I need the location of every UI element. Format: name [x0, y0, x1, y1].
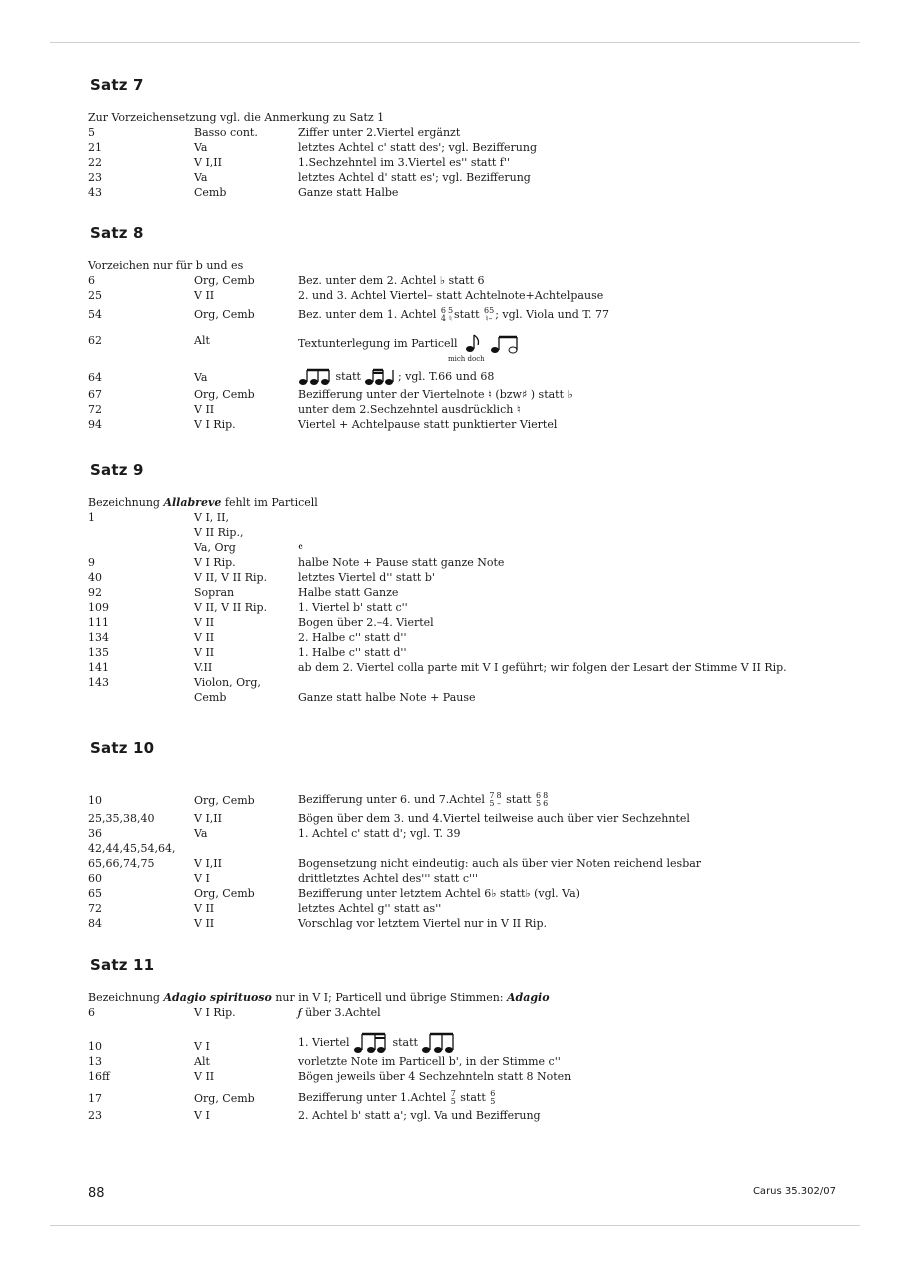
remark: 1. Halbe c'' statt d'': [298, 646, 407, 659]
music-notes-icon: [298, 368, 332, 386]
bar-number: 111: [88, 616, 109, 629]
note-text: fehlt im Particell: [224, 496, 318, 509]
figured-bass-figure: 7 5: [450, 1089, 456, 1106]
catalog-number: Carus 35.302/07: [752, 1186, 836, 1197]
remark: [298, 1090, 808, 1106]
bar-number: 60: [88, 872, 102, 885]
remark-text: Textunterlegung im Particell: [298, 337, 458, 350]
voice: V II, V II Rip.: [194, 571, 268, 584]
section-satz-8: [88, 224, 808, 432]
remark: 𝄴: [298, 541, 303, 554]
remark: Bogensetzung nicht eindeutig: auch als über vier Noten reichend lesbar: [298, 857, 702, 870]
table-row: [88, 1054, 808, 1069]
tempo-marking: Allabreve: [163, 496, 222, 509]
remark: Bögen jeweils über 4 Sechzehnteln statt 8 Noten: [298, 1070, 572, 1083]
table-row: [88, 1005, 808, 1020]
voice: V I Rip.: [194, 418, 236, 431]
remark: Viertel + Achtelpause statt punktierter Viertel: [298, 418, 558, 431]
remark-text: ; vgl. Viola und T. 77: [495, 308, 610, 321]
bar-number: 134: [88, 631, 109, 644]
remark: Bez. unter dem 2. Achtel ♭ statt 6: [298, 274, 485, 287]
remark: letztes Achtel c' statt des'; vgl. Bezifferung: [298, 141, 537, 154]
voice: Org, Cemb: [194, 308, 255, 321]
table-row: [88, 675, 808, 690]
voice: V II Rip.,: [194, 526, 244, 539]
table-row: [88, 125, 808, 140]
bar-number: 92: [88, 586, 102, 599]
bar-number: 143: [88, 676, 109, 689]
bar-number: 5: [88, 126, 95, 139]
table-row: [88, 510, 808, 525]
remark: halbe Note + Pause statt ganze Note: [298, 556, 505, 569]
voice: Cemb: [194, 186, 227, 199]
table-row: [88, 585, 808, 600]
remark: Halbe statt Ganze: [298, 586, 399, 599]
tempo-marking: Adagio spirituoso: [163, 991, 272, 1004]
remark-text: ; vgl. T.66 und 68: [397, 370, 495, 383]
bar-number: 10: [88, 1040, 102, 1053]
voice: V I, II,: [194, 511, 229, 524]
section-heading: Satz 7: [90, 76, 144, 94]
bar-number: 25: [88, 289, 102, 302]
bar-number: 10: [88, 793, 102, 807]
note-text: Bezeichnung: [88, 991, 160, 1004]
voice: V II: [194, 917, 215, 930]
figured-bass-figure: 7 5: [489, 791, 495, 808]
table-row: [88, 555, 808, 570]
bottom-rule: [50, 1225, 860, 1226]
table-row: [88, 1069, 808, 1084]
table-row: [88, 789, 808, 811]
table-row: [88, 841, 808, 856]
page-number: 88: [88, 1186, 105, 1201]
voice: [194, 841, 298, 856]
bar-number: 36: [88, 827, 102, 840]
remark: [298, 333, 808, 365]
remark: [298, 675, 808, 690]
bar-number: [88, 540, 194, 555]
table-row: [88, 1028, 808, 1054]
bar-number: 9: [88, 556, 95, 569]
remark: [298, 510, 808, 525]
figured-bass-figure: 6 5: [490, 1089, 496, 1106]
section-satz-11: [88, 956, 808, 1123]
voice: V I Rip.: [194, 1006, 236, 1019]
table-row: [88, 402, 808, 417]
remark: drittletztes Achtel des''' statt c''': [298, 872, 479, 885]
voice: V.II: [194, 661, 213, 674]
remark: ab dem 2. Viertel colla parte mit V I geführt; wir folgen der Lesart der Stimme V II Rip.: [298, 661, 787, 674]
voice: Violon, Org,: [194, 676, 261, 689]
remark: 2. und 3. Achtel Viertel– statt Achtelnote+Achtelpause: [298, 289, 604, 302]
bar-number: 64: [88, 370, 102, 384]
table-row: [88, 660, 808, 675]
bar-number: 13: [88, 1055, 102, 1068]
bar-number: 84: [88, 917, 102, 930]
remark: Bögen über dem 3. und 4.Viertel teilweise auch über vier Sechzehntel: [298, 812, 690, 825]
table-row: [88, 1088, 808, 1108]
table-row: [88, 901, 808, 916]
section-heading: Satz 11: [90, 956, 155, 974]
bar-number: 40: [88, 571, 102, 584]
bar-number: 6: [88, 1006, 95, 1019]
voice: Va: [194, 141, 208, 154]
table-row: [88, 185, 808, 200]
figured-bass-figure: 6 5: [536, 791, 542, 808]
table-row: [88, 525, 808, 540]
section-satz-9: [88, 461, 808, 705]
voice: Org, Cemb: [194, 1091, 255, 1105]
remark: letztes Achtel g'' statt as'': [298, 902, 442, 915]
table-row: [88, 367, 808, 387]
bar-number: 62: [88, 334, 102, 347]
voice: Org, Cemb: [194, 274, 255, 287]
remark: letztes Achtel d' statt es'; vgl. Bezifferung: [298, 171, 531, 184]
note-text: Bezeichnung: [88, 496, 160, 509]
remark: Bezifferung unter der Viertelnote ♮ (bzw♯ ) statt ♭: [298, 388, 573, 401]
music-notes-icon: [421, 1032, 457, 1054]
voice: V II: [194, 289, 215, 302]
table-row: [88, 615, 808, 630]
remark: 2. Halbe c'' statt d'': [298, 631, 407, 644]
remark-text: Bezifferung unter 1.Achtel: [298, 1091, 447, 1104]
bar-number: 109: [88, 601, 109, 614]
bar-number: 23: [88, 1109, 102, 1122]
section-heading: Satz 8: [90, 224, 144, 242]
figured-bass-figure: 8 –: [496, 791, 502, 808]
voice: Va, Org: [194, 541, 236, 554]
table-row: [88, 155, 808, 170]
section-note: [88, 990, 808, 1005]
table-row: [88, 417, 808, 432]
remark: [298, 792, 808, 808]
bar-number: 42,44,45,54,64,: [88, 842, 176, 855]
voice: Va: [194, 171, 208, 184]
remark: 1.Sechzehntel im 3.Viertel es'' statt f'': [298, 156, 510, 169]
section-note: [88, 495, 808, 510]
remark: Bogen über 2.–4. Viertel: [298, 616, 434, 629]
remark-text: statt: [460, 1091, 486, 1104]
section-note: Vorzeichen nur für b und es: [88, 259, 244, 272]
table-row: [88, 288, 808, 303]
bar-number: [88, 525, 194, 540]
remark: [298, 525, 808, 540]
voice: V II: [194, 631, 215, 644]
remark-text: Bezifferung unter 6. und 7.Achtel: [298, 793, 485, 806]
voice: V I: [194, 1040, 210, 1053]
voice: Org, Cemb: [194, 793, 255, 807]
bar-number: 23: [88, 171, 102, 184]
bar-number: 1: [88, 511, 95, 524]
remark: 𝆑 über 3.Achtel: [298, 1006, 381, 1019]
voice: Alt: [194, 1055, 210, 1068]
remark: Vorschlag vor letztem Viertel nur in V II Rip.: [298, 917, 547, 930]
voice: V II: [194, 1070, 215, 1083]
voice: Sopran: [194, 586, 235, 599]
bar-number: 21: [88, 141, 102, 154]
remark-text: Bez. unter dem 1. Achtel: [298, 308, 437, 321]
remark: Ganze statt halbe Note + Pause: [298, 691, 476, 704]
table-row: [88, 645, 808, 660]
section-satz-7: [88, 76, 808, 200]
table-row: [88, 826, 808, 841]
remark: 1. Viertel b' statt c'': [298, 601, 408, 614]
table-row: [88, 630, 808, 645]
table-row: [88, 690, 808, 705]
remark-text: 1. Viertel: [298, 1036, 350, 1049]
table-row: [88, 886, 808, 901]
bar-number: 67: [88, 388, 102, 401]
underlay-text: mich doch: [448, 355, 485, 363]
remark-text: statt: [335, 370, 361, 383]
remark: letztes Viertel d'' statt b': [298, 571, 435, 584]
figured-bass-figure: 5 ♮: [447, 306, 454, 323]
table-row: [88, 856, 808, 871]
remark: 1. Achtel c' statt d'; vgl. T. 39: [298, 827, 461, 840]
remark-text: statt: [392, 1036, 418, 1049]
bar-number: 65: [88, 887, 102, 900]
table-row: [88, 1108, 808, 1123]
remark: Ziffer unter 2.Viertel ergänzt: [298, 126, 461, 139]
bar-number: 135: [88, 646, 109, 659]
section-note: Zur Vorzeichensetzung vgl. die Anmerkung zu Satz 1: [88, 111, 385, 124]
bar-number: 6: [88, 274, 95, 287]
table-row: [88, 307, 808, 323]
section-heading: Satz 9: [90, 461, 144, 479]
bar-number: 17: [88, 1091, 102, 1105]
voice: Cemb: [194, 691, 227, 704]
table-row: [88, 273, 808, 288]
voice: Org, Cemb: [194, 388, 255, 401]
bar-number: 25,35,38,40: [88, 812, 155, 825]
table-row: [88, 170, 808, 185]
remark: Ganze statt Halbe: [298, 186, 399, 199]
remark-text: statt: [454, 308, 480, 321]
voice: V I Rip.: [194, 556, 236, 569]
bar-number: 94: [88, 418, 102, 431]
table-row: [88, 387, 808, 402]
bar-number: [88, 690, 194, 705]
entry-list: [88, 125, 808, 200]
voice: Va: [194, 827, 208, 840]
remark: [298, 841, 808, 856]
voice: V I,II: [194, 812, 222, 825]
voice: Basso cont.: [194, 126, 258, 139]
table-row: [88, 916, 808, 931]
bar-number: 16ff: [88, 1070, 110, 1083]
music-notes-icon: [364, 368, 394, 386]
bar-number: 54: [88, 308, 102, 321]
bar-number: 72: [88, 403, 102, 416]
bar-number: 72: [88, 902, 102, 915]
figured-bass-figure: 8 6: [543, 791, 549, 808]
voice: V I,II: [194, 857, 222, 870]
voice: V I,II: [194, 156, 222, 169]
remark-text: statt: [506, 793, 532, 806]
remark: [298, 368, 808, 386]
figured-bass-figure: 65 ♮–: [484, 306, 495, 323]
music-notes-icon: [461, 333, 521, 355]
voice: V II: [194, 646, 215, 659]
remark: [298, 307, 808, 323]
table-row: [88, 811, 808, 826]
voice: V II: [194, 902, 215, 915]
remark: 2. Achtel b' statt a'; vgl. Va und Bezifferung: [298, 1109, 541, 1122]
note-text: nur in V I; Particell und übrige Stimmen:: [275, 991, 504, 1004]
table-row: [88, 570, 808, 585]
top-rule: [50, 42, 860, 43]
remark: unter dem 2.Sechzehntel ausdrücklich ♮: [298, 403, 521, 416]
voice: Alt: [194, 334, 210, 347]
remark: vorletzte Note im Particell b', in der Stimme c'': [298, 1055, 561, 1068]
table-row: [88, 600, 808, 615]
voice: V I: [194, 872, 210, 885]
bar-number: 65,66,74,75: [88, 857, 155, 870]
tempo-marking: Adagio: [507, 991, 550, 1004]
table-row: [88, 871, 808, 886]
music-notes-icon: [353, 1032, 389, 1054]
remark: Bezifferung unter letztem Achtel 6♭ statt♭ (vgl. Va): [298, 887, 580, 900]
bar-number: 22: [88, 156, 102, 169]
voice: V II: [194, 616, 215, 629]
table-row: [88, 140, 808, 155]
table-row: [88, 333, 808, 365]
table-row: [88, 540, 808, 555]
voice: Org, Cemb: [194, 887, 255, 900]
remark: [298, 1032, 808, 1054]
section-satz-10: [88, 739, 808, 931]
voice: V I: [194, 1109, 210, 1122]
voice: V II, V II Rip.: [194, 601, 268, 614]
bar-number: 141: [88, 661, 109, 674]
voice: V II: [194, 403, 215, 416]
voice: Va: [194, 370, 208, 384]
figured-bass-figure: 6 4: [440, 306, 446, 323]
bar-number: 43: [88, 186, 102, 199]
section-heading: Satz 10: [90, 739, 155, 757]
